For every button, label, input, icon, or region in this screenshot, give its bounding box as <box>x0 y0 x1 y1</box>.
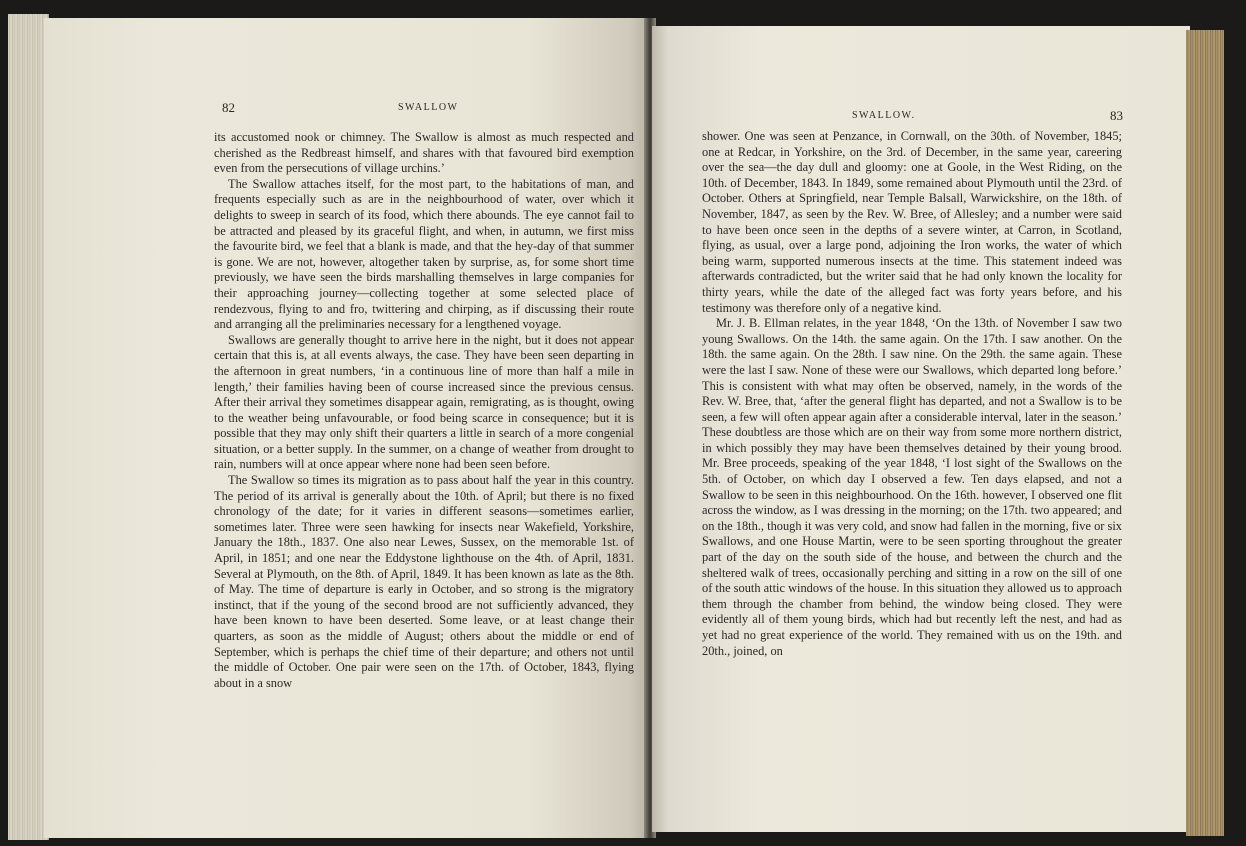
paragraph: its accustomed nook or chimney. The Swallow is almost as much respected and cherished as the Redbreast himself, and shares with that favoured bird exemption even from the persecutions of village urchins.’ <box>214 130 634 176</box>
paragraph: Mr. J. B. Ellman relates, in the year 1848, ‘On the 13th. of November I saw two young Swallows. On the 14th. the same again. On the 17th. I saw another. On the 18th. the same again. On the 28th. I saw nine. On the 29th. the same again. These were the last I saw. None of these were our Swallows, which departed long before.’ This is consistent with what may often be observed, namely, in the words of the Rev. W. Bree, that, ‘after the general flight has departed, and not a Swallow is to be seen, a few will often appear again after a considerable interval, later in the season.’ These doubtless are those which are on their way from some more northern district, in which possibly they may have been themselves detained by their young brood. Mr. Bree proceeds, speaking of the year 1848, ‘I lost sight of the Swallows on the 5th. of October, on which day I observed a few. Ten days elapsed, and not a Swallow to be seen in this neighbourhood. On the 16th. however, I observed one flit across the window, as I was dressing in the morning; on the 17th. two appeared; and on the 18th., though it was very cold, and snow had fallen in the morning, five or six Swallows, and one House Martin, were to be seen sporting throughout the greater part of the day on the south side of the house, and between the church and the sheltered walk of trees, occasionally perching and sitting in a row on the sill of one of the south attic windows of the house. In this situation they allowed us to approach them through the chamber from behind, the window being closed. They were evidently all of them young birds, which had but recently left the nest, and had as yet had no great experience of the world. They remained with us on the 19th. and 20th., joined, on <box>702 316 1122 658</box>
page-number-right: 83 <box>1110 108 1123 123</box>
left-page <box>44 18 648 838</box>
right-page-text <box>702 129 1122 659</box>
right-page-edges <box>1186 30 1224 836</box>
left-page-text <box>214 130 634 691</box>
right-page <box>652 26 1190 832</box>
running-head-right: SWALLOW. <box>852 110 916 121</box>
page-number-left: 82 <box>222 100 235 115</box>
running-head-left: SWALLOW <box>398 102 459 113</box>
left-page-edges <box>8 14 49 840</box>
paragraph: The Swallow attaches itself, for the most part, to the habitations of man, and frequents especially such as are in the neighbourhood of water, over which it delights to sweep in search of its food, which there abounds. The eye cannot fail to be attracted and pleased by its graceful flight, and when, in autumn, we first miss the favourite bird, we feel that a blank is made, and that the hey-day of that summer is gone. We are not, however, altogether taken by surprise, as, for some short time previously, we have seen the birds marshalling themselves in large companies for their approaching journey—collecting together at some selected place of rendezvous, flying to and fro, twittering and chirping, as if discussing their route and arranging all the preliminaries necessary for a lengthened voyage. <box>214 176 634 332</box>
paragraph: The Swallow so times its migration as to pass about half the year in this country. The period of its arrival is generally about the 10th. of April; but there is no fixed chronology of the date; for it varies in different seasons—sometimes earlier, sometimes later. Three were seen hawking for insects near Wakefield, Yorkshire, January the 18th., 1837. One also near Lewes, Sussex, on the memorable 1st. of April, in 1851; and one near the Eddystone lighthouse on the 4th. of April, 1831. Several at Plymouth, on the 8th. of April, 1849. It has been known as late as the 8th. of May. The time of departure is early in October, and so strong is the migratory instinct, that if the young of the second brood are not sufficiently advanced, they have been known to have been deserted. Some leave, or at least change their quarters, as soon as the middle of August; others about the middle or end of September, which is perhaps the chief time of their departure; and others not until the middle of October. One pair were seen on the 17th. of October, 1843, flying about in a snow <box>214 473 634 690</box>
paragraph: Swallows are generally thought to arrive here in the night, but it does not appear certain that this is, at all events always, the case. They have been seen departing in the afternoon in great numbers, ‘in a continuous line of more than half a mile in length,’ their families having been of course increased since the previous census. After their arrival they sometimes disappear again, remigrating, as is thought, owing to the weather being unfavourable, or food being scarce in consequence; but it is possible that they may only shift their quarters a little in search of a more congenial situation, or a better supply. In the summer, on a change of weather from drought to rain, numbers will at once appear where none had been seen before. <box>214 332 634 472</box>
paragraph: shower. One was seen at Penzance, in Cornwall, on the 30th. of November, 1845; one at Redcar, in Yorkshire, on the 3rd. of December, in the same year, careering over the sea—the day dull and gloomy: one at Goole, in the West Riding, on the 10th. of December, 1843. In 1849, some remained about Plymouth until the 23rd. of October. Others at Springfield, near Temple Balsall, Warwickshire, on the 18th. of November, 1847, as seen by the Rev. W. Bree, of Allesley; and a number were said to have been once seen in the depths of a severe winter, at Carron, in Scotland, flying, as usual, over a large pond, adjoining the Iron works, the water of which being warm, supported numerous insects at the time. This statement indeed was afterwards contradicted, but the writer said that he had only known the locality for thirty years, while the date of the alleged fact was forty years before, and his testimony was therefore only of a negative kind. <box>702 129 1122 315</box>
